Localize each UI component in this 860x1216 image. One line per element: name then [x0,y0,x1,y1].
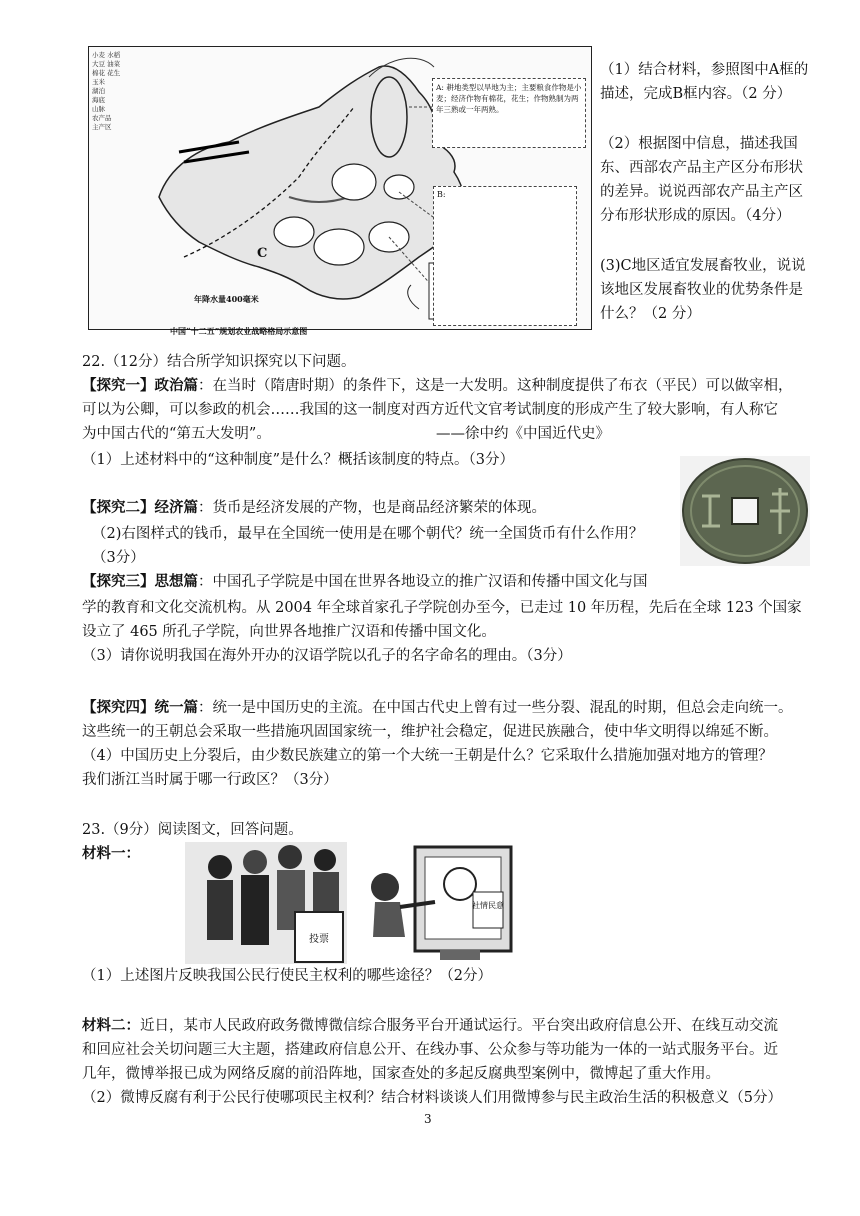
q22-explore3-line2: 学的教育和文化交流机构。从 2004 年全球首家孔子学院创办至今，已走过 10 年历程，先后在全球 123 个国家 [82,600,802,616]
q23-material1-label: 材料一： [82,845,140,862]
q23-heading: 23.（9分）阅读图文，回答问题。 [82,822,303,838]
map-legend: 小麦 水稻 大豆 油菜 棉花 花生 玉米 湖泊 海底 山脉 农产品 主产区 [92,51,121,131]
public-opinion-cartoon [355,842,513,964]
q22-question4-line2: 我们浙江当时属于哪一行政区？（3分） [82,772,338,788]
q22-question2-line2: （3分） [92,550,145,566]
q23-question1: （1）上述图片反映我国公民行使民主权利的哪些途径？（2分） [82,968,492,984]
q22-question4-line1: （4）中国历史上分裂后，由少数民族建立的第一个大统一王朝是什么？它采取什么措施加强对地方的管理？ [82,748,773,764]
q22-question3: （3）请你说明我国在海外开办的汉语学院以孔子的名字命名的理由。（3分） [82,648,572,664]
q22-explore2-line1: 【探究二】经济篇：货币是经济发展的产物，也是商品经济繁荣的体现。 [82,499,546,516]
map-box-b: B: [433,186,577,326]
q23-material2-line3: 几年，微博举报已成为网络反腐的前沿阵地，国家查处的多起反腐典型案例中，微博起了重大作用。 [82,1066,720,1082]
map-label-c: C [257,246,268,261]
map-box-a: A: 耕地类型以旱地为主；主要粮食作物是小麦；经济作物有棉花，花生；作物熟制为两年三熟或一年两熟。 [432,78,586,148]
q21-part2: （2）根据图中信息，描述我国东、西部农产品主产区分布形状的差异。说说西部农产品主产区分布形状形成的原因。（4分） [600,136,803,224]
ancient-coin-image [680,456,810,566]
q22-question2-line1: （2)右图样式的钱币，最早在全国统一使用是在哪个朝代？统一全国货币有什么作用？ [92,526,644,542]
q22-explore3-line1: 【探究三】思想篇：中国孔子学院是中国在世界各地设立的推广汉语和传播中国文化与国 [82,573,648,590]
opinion-sign: 社情民意 [472,901,504,910]
q22-explore1-line1: 【探究一】政治篇：在当时（隋唐时期）的条件下，这是一大发明。这种制度提供了布衣（平民）可以做宰相， [82,377,793,394]
rainfall-label: 年降水量400毫米 [194,294,259,304]
q22-question1: （1）上述材料中的“这种制度”是什么？概括该制度的特点。（3分） [82,452,515,468]
voting-cartoon [185,842,347,964]
q21-part3: (3)C地区适宜发展畜牧业，说说该地区发展畜牧业的优势条件是什么？（2 分） [600,258,806,322]
q22-heading: 22.（12分）结合所学知识探究以下问题。 [82,354,356,370]
q23-material2-line1: 材料二：近日，某市人民政府政务微博微信综合服务平台开通试运行。平台突出政府信息公开、在线互动交流 [82,1017,778,1034]
q22-explore1-line2: 可以为公卿，可以参政的机会……我国的这一制度对西方近代文官考试制度的形成产生了较大影响，有人称它 [82,402,778,418]
q22-explore4-line2: 这些统一的王朝总会采取一些措施巩固国家统一，维护社会稳定，促进民族融合，使中华文明得以绵延不断。 [82,724,778,740]
q23-question2: （2）微博反腐有利于公民行使哪项民主权利？结合材料谈谈人们用微博参与民主政治生活的积极意义（5分） [82,1090,782,1106]
q21-part1: （1）结合材料，参照图中A框的描述，完成B框内容。（2 分） [600,62,809,102]
page-number: 3 [424,1112,432,1126]
q22-explore3-line3: 设立了 465 所孔子学院，向世界各地推广汉语和传播中国文化。 [82,624,496,640]
map-caption: 中国“十二五”规划农业战略格局示意图 [170,326,308,336]
ballot-box-label: 投票 [309,934,329,945]
q22-explore1-source: ——徐中约《中国近代史》 [436,426,610,442]
q23-material2-line2: 和回应社会关切问题三大主题，搭建政府信息公开、在线办事、公众参与等功能为一体的一站式服务平台。近 [82,1042,778,1058]
q22-explore4-line1: 【探究四】统一篇：统一是中国历史的主流。在中国古代史上曾有过一些分裂、混乱的时期，但总会走向统一。 [82,699,793,716]
q22-explore1-line3: 为中国古代的“第五大发明”。 [82,426,271,442]
